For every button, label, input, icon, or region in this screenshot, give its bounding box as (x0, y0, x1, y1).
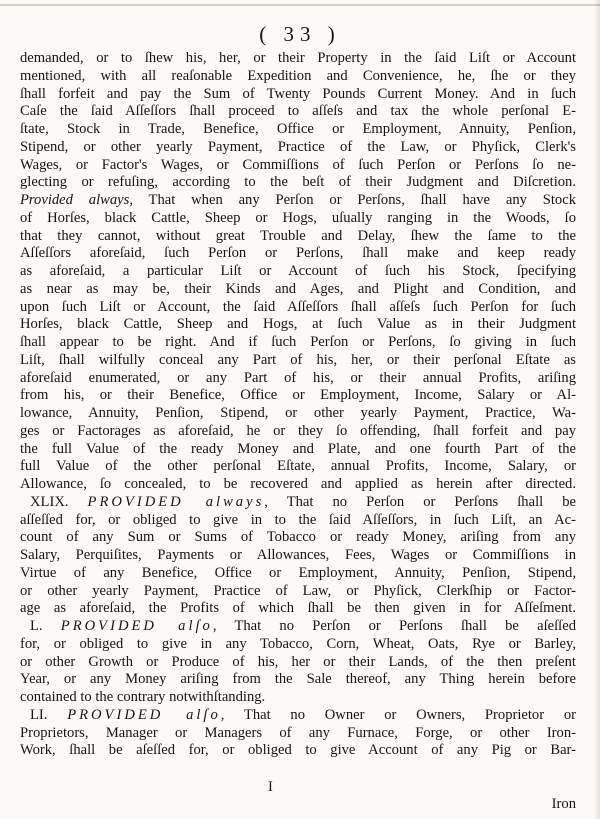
text-line: count of any Sum or Sums of Tobacco or ready Money, ariſing from any (20, 529, 576, 546)
page-number: ( 33 ) (259, 22, 341, 46)
text-line: ſhall appear to be right. And if ſuch Perſon or Perſons, ſo giving in ſuch (20, 334, 576, 350)
text-line: lowance, Annuity, Penſion, Stipend, or other yearly Payment, Practice, Wa- (20, 405, 576, 421)
text-line: upon ſuch Liſt or Account, the ſaid Aſſeſſors ſhall aſſeſs ſuch Perſon for ſuch (20, 298, 576, 315)
text-line: of Horſes, black Cattle, Sheep or Hogs, uſually ranging in the Woods, ſo (20, 209, 576, 226)
text-line: demanded, or to ſhew his, her, or their Property in the ſaid Liſt or Account (20, 50, 576, 66)
section-heading-line: LI. PROVIDED alſo, That no Owner or Owners, Proprietor or (30, 706, 576, 723)
text-line: full Value of the other perſonal Eſtate, annual Profits, Income, Salary, or (20, 458, 576, 475)
provided-marker: PROVIDED alſo (67, 706, 221, 723)
text-line: Provided always, That when any Perſon or Perſons, ſhall have any Stock (20, 192, 576, 208)
text-line: glecting or refuſing, according to the beſt of their Judgment and Diſcretion. (20, 174, 576, 191)
text-line: that they cannot, without great Trouble and Delay, ſhew the ſame to the (20, 227, 576, 244)
text-line: Salary, Perquiſites, Payments or Allowances, Fees, Wages or Commiſſions in (20, 547, 576, 563)
text-line: Proprietors, Manager or Managers of any Furnace, Forge, or other Iron- (20, 724, 576, 741)
text-line: as near as may be, their Kinds and Ages, and Plight and Condition, and (20, 280, 576, 297)
page-edge-shadow (594, 0, 600, 819)
body-text (20, 50, 576, 760)
text-line: or other yearly Payment, Practice of Law, or Phyſick, Clerkſhip or Factor- (20, 582, 576, 599)
provided-marker: PROVIDED always (87, 493, 265, 510)
text-line: the full Value of the ready Money and Plate, and one fourth Part of the (20, 440, 576, 457)
text-line: ſhall forfeit and pay the Sum of Twenty Pounds Current Money. And in ſuch (20, 85, 576, 102)
provided-marker: Provided always (20, 192, 130, 208)
section-heading-line: XLIX. PROVIDED always, That no Perſon or Perſons ſhall be (30, 493, 576, 510)
top-edge-rule (0, 4, 600, 6)
text-line: age as aforeſaid, the Profits of which ſhall be then given in for Aſſeſment. (20, 600, 576, 617)
text-line: aſſeſſed for, or obliged to give in to the ſaid Aſſeſſors, in ſuch Liſt, an Ac- (20, 511, 576, 528)
text-line: Caſe the ſaid Aſſeſſors ſhall proceed to aſſeſs and tax the whole perſonal E- (20, 103, 576, 120)
text-line: ſtate, Stock in Trade, Benefice, Office or Employment, Annuity, Penſion, (20, 121, 576, 137)
text-line: Liſt, ſhall wilfully conceal any Part of his, her, or their perſonal Eſtate as (20, 351, 576, 368)
text-line: or other Growth or Produce of his, her or their Lands, of the then preſent (20, 653, 576, 670)
text-line: Allowance, ſo concealed, to be recovered and applied as herein after directed. (20, 476, 576, 492)
text-line: as aforeſaid, a particular Liſt or Account of ſuch his Stock, ſpecifying (20, 263, 576, 279)
catchword: Iron (551, 796, 576, 812)
text-line: Virtue of any Benefice, Office or Employment, Annuity, Penſion, Stipend, (20, 564, 576, 581)
text-line: Year, or any Money ariſing from the Sale thereof, any Thing herein before (20, 671, 576, 688)
text-line: from his, or their Benefice, Office or Employment, Income, Salary or Al- (20, 387, 576, 404)
text-line: ges or Factorages as aforeſaid, he or they ſo offending, ſhall forfeit and pay (20, 422, 576, 439)
text-line: Aſſeſſors aforeſaid, ſuch Perſon or Perſons, ſhall make and keep ready (20, 245, 576, 262)
section-heading-line: L. PROVIDED alſo, That no Perſon or Perſons ſhall be aſeſſed (30, 618, 576, 634)
text-line: aforeſaid enumerated, or any Part of his, or their annual Profits, ariſing (20, 369, 576, 386)
text-line: Horſes, black Cattle, Sheep and Hogs, at ſuch Value as in their Judgment (20, 316, 576, 333)
provided-marker: PROVIDED alſo (60, 618, 213, 634)
text-line: Work, ſhall be aſeſſed for, or obliged to give Account of any Pig or Bar- (20, 742, 576, 759)
text-line: Wages, or Factor's Wages, or Commiſſions of ſuch Perſon or Perſons ſo ne- (20, 156, 576, 173)
text-line: Stipend, or other yearly Payment, Practice of the Law, or Phyſick, Clerk's (20, 138, 576, 155)
signature-mark: I (268, 779, 273, 795)
text-line: mentioned, with all reaſonable Expedition and Convenience, he, ſhe or they (20, 67, 576, 84)
text-line: contained to the contrary notwithſtanding. (20, 689, 266, 705)
text-line: for, or obliged to give in any Tobacco, Corn, Wheat, Oats, Rye or Barley, (20, 635, 576, 652)
